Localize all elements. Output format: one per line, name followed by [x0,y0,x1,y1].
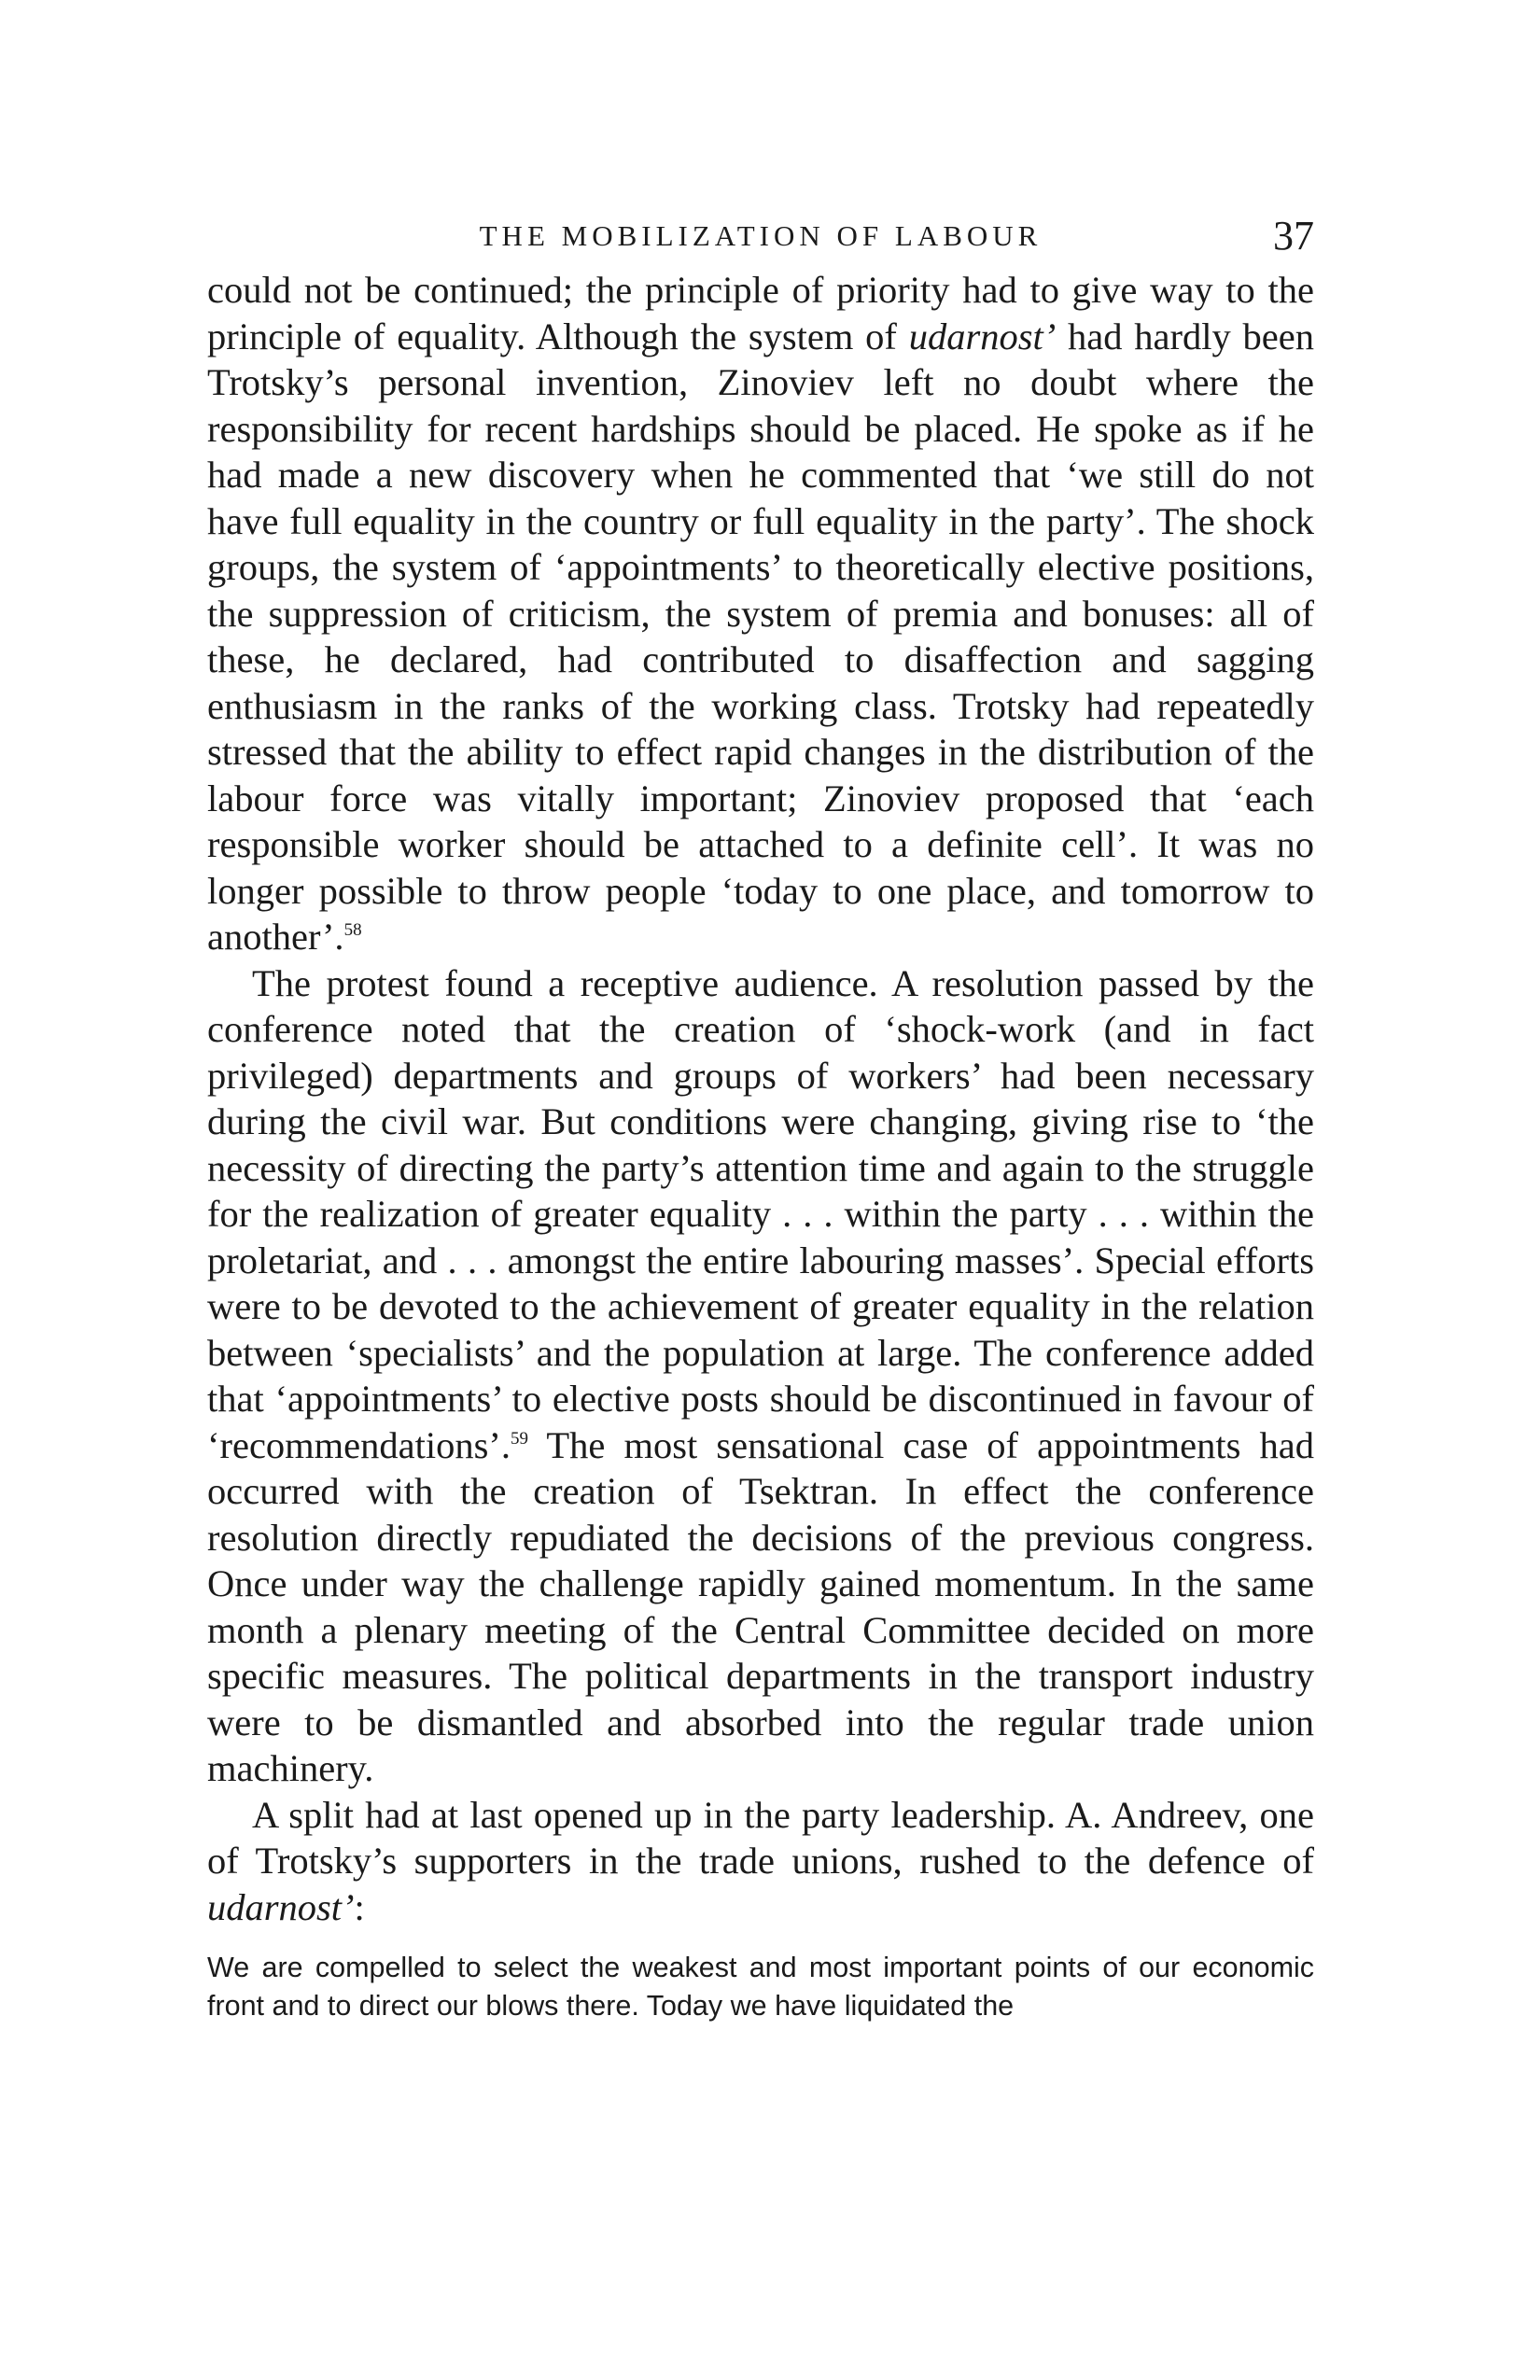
text-run: A split had at last opened up in the party leadership. A. Andreev, one of Trotsky’s supporters in the trade unions, rushed to the defence of [207,1793,1314,1882]
paragraph [207,267,1314,960]
paragraph [207,960,1314,1792]
body-text [207,267,1314,1930]
italic-term: udarnost’ [207,1885,355,1928]
running-head: THE MOBILIZATION OF LABOUR [479,219,1043,252]
quote-text: We are compelled to select the weakest and most important points of our economic front and to direct our blows there. Today we have liquidated the [207,1952,1314,2022]
footnote-ref: 59 [511,1428,529,1449]
text-run: could not be continued; the principle of priority had to give way to the principle of equality. Although the system of [207,269,1314,357]
block-quote [207,1949,1314,2025]
text-run: had hardly been Trotsky’s personal invention, Zinoviev left no doubt where the responsibility for recent hardships should be placed. He spoke as if he had made a new discovery when he commented that ‘we still do not have full equality in the country or full equality in the party’. The shock groups, the system of ‘appointments’ to theoretically elective positions, the suppression of criticism, the system of premia and bonuses: all of these, he declared, had contributed to disaffection and sagging enthusiasm in the ranks of the working class. Trotsky had repeatedly stressed that the ability to effect rapid changes in the distribution of the labour force was vitally important; Zinoviev proposed that ‘each responsible worker should be attached to a definite cell’. It was no longer possible to throw people ‘today to one place, and tomorrow to another’. [207,315,1314,958]
text-run: The most sensational case of appointments had occurred with the creation of Tsektran. In effect the conference resolution directly repudiated the decisions of the previous congress. Once under way the challenge rapidly gained momentum. In the same month a plenary meeting of the Central Committee decided on more specific measures. The political departments in the transport industry were to be dismantled and absorbed into the regular trade union machinery. [207,1423,1314,1789]
page-header [207,213,1314,259]
italic-term: udarnost’ [908,315,1057,357]
page-number: 37 [1273,213,1314,259]
text-run: : [354,1885,365,1928]
footnote-ref: 58 [343,920,362,940]
text-run: The protest found a receptive audience. A resolution passed by the conference noted that the creation of ‘shock-work (and in fact privileged) departments and groups of workers’ had been necessary during the civil war. But conditions were changing, giving rise to ‘the necessity of directing the party’s attention time and again to the struggle for the realization of greater equality . . . within the party . . . within the proletariat, and . . . amongst the entire labouring masses’. Special efforts were to be devoted to the achievement of greater equality in the relation between ‘specialists’ and the population at large. The conference added that ‘appointments’ to elective posts should be discontinued in favour of ‘recommendations’. [207,961,1314,1466]
paragraph [207,1792,1314,1931]
